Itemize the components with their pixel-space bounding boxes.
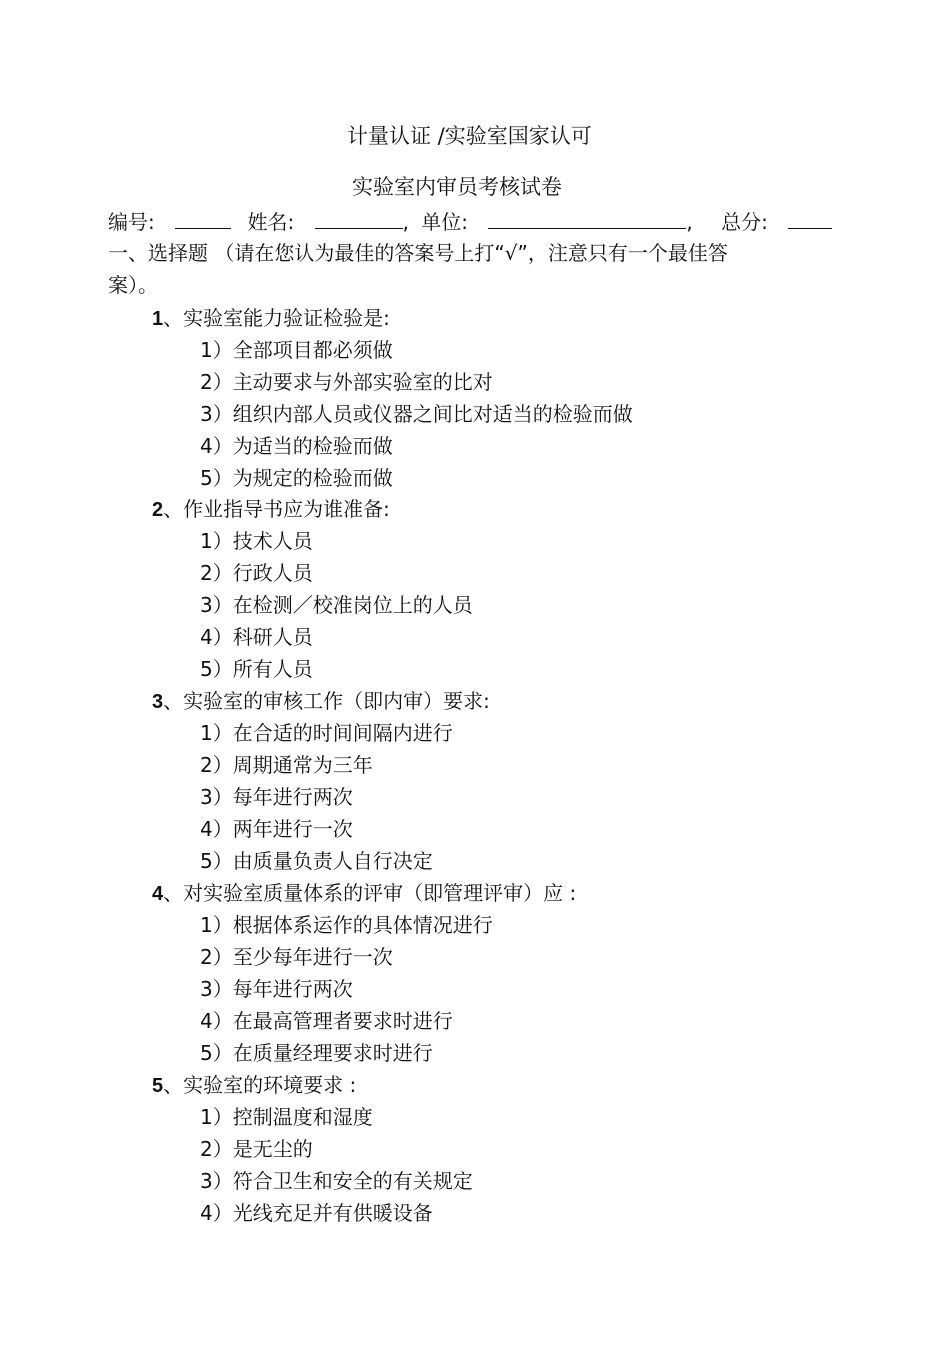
question-number: 3	[152, 691, 164, 713]
section-heading-line1: 一、选择题 （请在您认为最佳的答案号上打“√”，注意只有一个最佳答	[108, 241, 728, 265]
page-subtitle: 实验室内审员考核试卷	[352, 175, 562, 199]
unit-label: 单位:	[421, 210, 469, 234]
answer-option[interactable]: 4）为适当的检验而做	[200, 434, 393, 458]
answer-option[interactable]: 5）为规定的检验而做	[200, 466, 393, 490]
question-text: 、实验室能力验证检验是:	[163, 306, 390, 330]
question-1	[152, 306, 390, 331]
exam-info-row: 编号: 姓名: , 单位: , 总分:	[108, 210, 832, 234]
question-2	[152, 497, 390, 522]
answer-option[interactable]: 2）是无尘的	[200, 1137, 313, 1161]
answer-option[interactable]: 4）在最高管理者要求时进行	[200, 1009, 453, 1033]
answer-option[interactable]: 1）在合适的时间间隔内进行	[200, 721, 453, 745]
name-blank[interactable]	[315, 210, 403, 229]
question-3	[152, 689, 490, 714]
question-text: 、对实验室质量体系的评审（即管理评审）应 :	[163, 881, 577, 905]
number-label: 编号:	[108, 210, 155, 234]
section-heading-line2: 案）。	[108, 273, 158, 297]
answer-option[interactable]: 1）技术人员	[200, 529, 313, 553]
answer-option[interactable]: 3）每年进行两次	[200, 785, 353, 809]
name-label: 姓名:	[247, 210, 295, 234]
answer-option[interactable]: 1）根据体系运作的具体情况进行	[200, 913, 493, 937]
answer-option[interactable]: 3）在检测／校准岗位上的人员	[200, 593, 473, 617]
answer-option[interactable]: 2）行政人员	[200, 561, 313, 585]
answer-option[interactable]: 5）所有人员	[200, 657, 313, 681]
question-5	[152, 1073, 356, 1098]
answer-option[interactable]: 4）光线充足并有供暖设备	[200, 1201, 433, 1225]
answer-option[interactable]: 2）至少每年进行一次	[200, 945, 393, 969]
score-blank[interactable]	[788, 210, 832, 229]
page-title: 计量认证 /实验室国家认可	[347, 124, 592, 148]
question-number: 1	[152, 308, 164, 330]
question-number: 2	[152, 499, 164, 521]
answer-option[interactable]: 3）组织内部人员或仪器之间比对适当的检验而做	[200, 402, 633, 426]
answer-option[interactable]: 5）由质量负责人自行决定	[200, 849, 433, 873]
question-text: 、实验室的审核工作（即内审）要求:	[163, 689, 490, 713]
answer-option[interactable]: 3）每年进行两次	[200, 977, 353, 1001]
question-number: 4	[152, 883, 164, 905]
answer-option[interactable]: 3）符合卫生和安全的有关规定	[200, 1169, 473, 1193]
question-text: 、作业指导书应为谁准备:	[163, 497, 390, 521]
answer-option[interactable]: 5）在质量经理要求时进行	[200, 1041, 433, 1065]
number-blank[interactable]	[175, 210, 231, 229]
answer-option[interactable]: 2）周期通常为三年	[200, 753, 373, 777]
answer-option[interactable]: 2）主动要求与外部实验室的比对	[200, 370, 493, 394]
question-number: 5	[152, 1075, 164, 1097]
answer-option[interactable]: 4）科研人员	[200, 625, 313, 649]
score-label: 总分:	[721, 210, 768, 234]
question-text: 、实验室的环境要求 :	[163, 1073, 357, 1097]
unit-blank[interactable]	[488, 210, 686, 229]
answer-option[interactable]: 1）控制温度和湿度	[200, 1105, 373, 1129]
answer-option[interactable]: 1）全部项目都必须做	[200, 338, 393, 362]
answer-option[interactable]: 4）两年进行一次	[200, 817, 353, 841]
question-4	[152, 881, 576, 906]
